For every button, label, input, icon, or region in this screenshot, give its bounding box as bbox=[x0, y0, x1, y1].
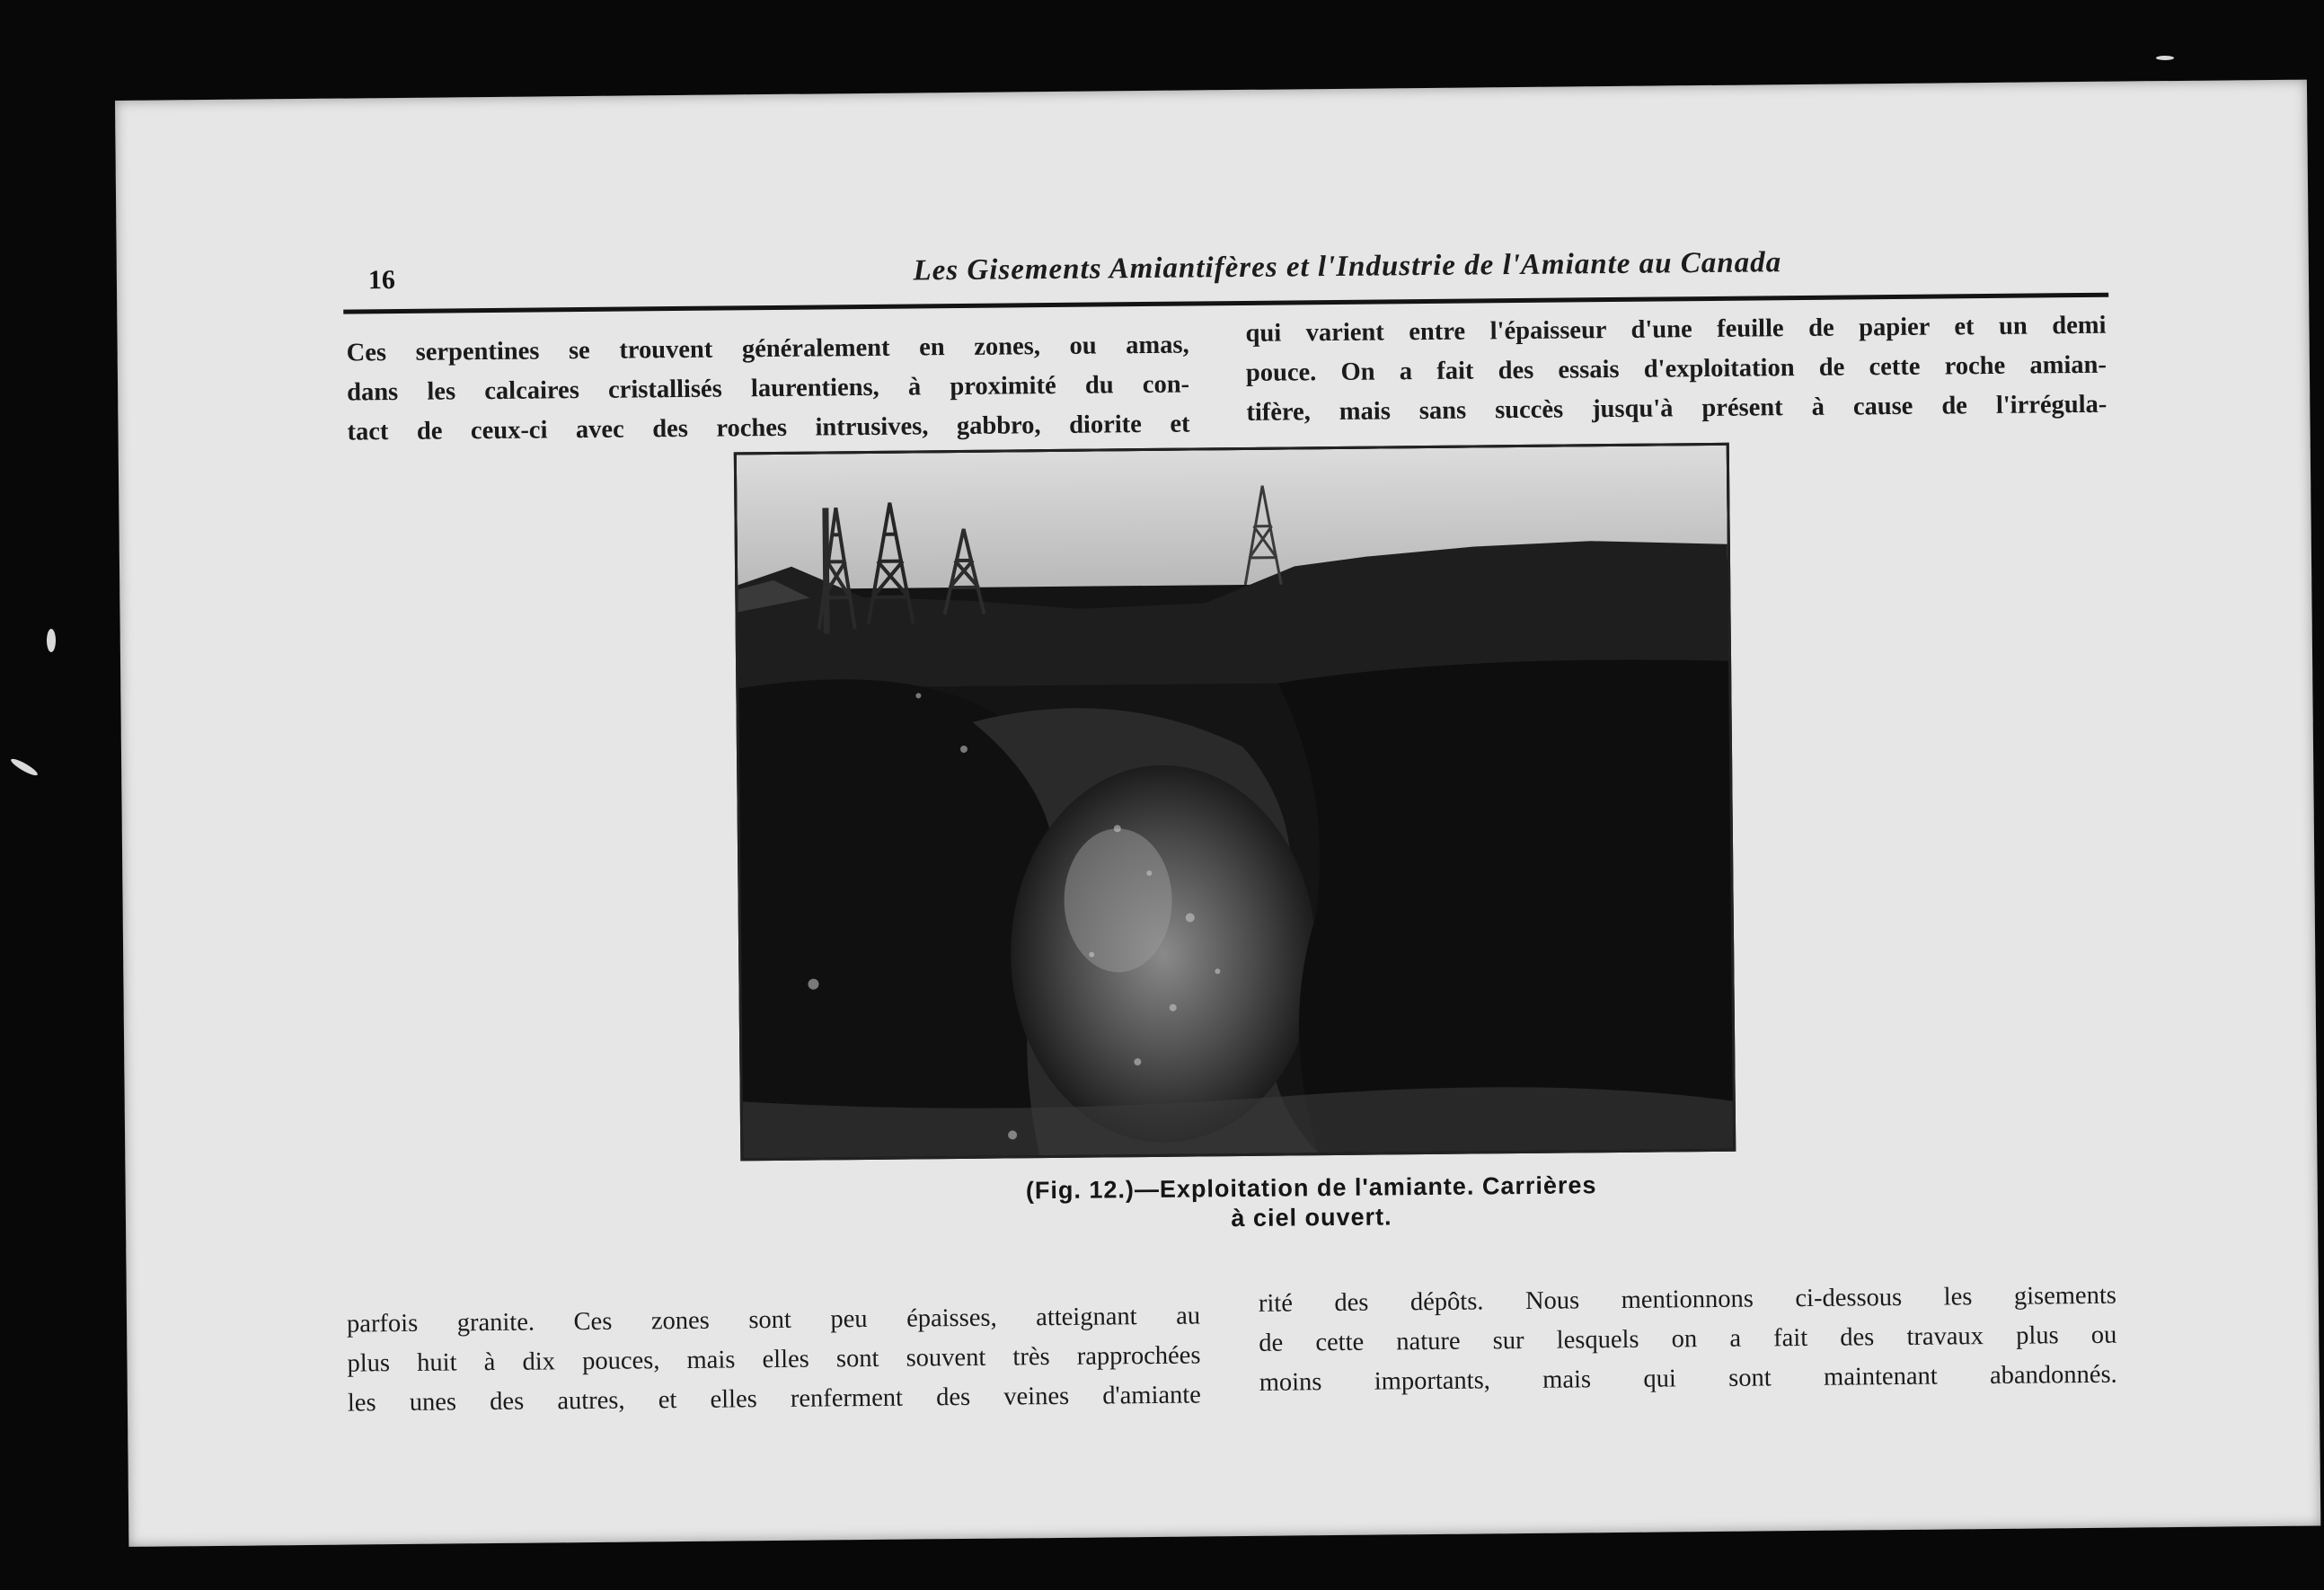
film-speck bbox=[9, 756, 39, 778]
text-line: qui varient entre l'épaisseur d'une feuille de papier et un demi bbox=[1245, 311, 2107, 348]
text-column-top-right bbox=[1245, 306, 2107, 433]
page-number: 16 bbox=[367, 265, 396, 296]
caption-line: à ciel ouvert. bbox=[1231, 1203, 1392, 1232]
text-line: plus huit à dix pouces, mais elles sont souvent très rapprochées bbox=[347, 1341, 1201, 1378]
text-column-bottom-left bbox=[347, 1296, 1201, 1423]
text-line: Ces serpentines se trouvent généralement en zones, ou amas, bbox=[346, 331, 1189, 367]
text-line: tifère, mais sans succès jusqu'à présent à cause de l'irrégula- bbox=[1246, 390, 2108, 427]
film-speck bbox=[2156, 56, 2174, 60]
text-line: de cette nature sur lesquels on a fait des travaux plus ou bbox=[1259, 1321, 2117, 1357]
quarry-photograph bbox=[734, 443, 1736, 1162]
text-line: parfois granite. Ces zones sont peu épaisses, atteignant au bbox=[346, 1302, 1201, 1338]
text-line: moins importants, mais qui sont maintenant abandonnés. bbox=[1259, 1360, 2117, 1397]
text-line: dans les calcaires cristallisés laurentiens, à proximité du con- bbox=[346, 370, 1190, 407]
text-column-bottom-right bbox=[1259, 1276, 2117, 1403]
caption-line: (Fig. 12.)—Exploitation de l'amiante. Carrières bbox=[1025, 1171, 1597, 1205]
text-line: pouce. On a fait des essais d'exploitation de cette roche amian- bbox=[1245, 350, 2108, 387]
running-head: Les Gisements Amiantifères et l'Industrie de l'Amiante au Canada bbox=[913, 246, 1782, 287]
document-page bbox=[115, 80, 2320, 1547]
figure-caption bbox=[862, 1169, 1762, 1237]
film-speck bbox=[47, 629, 56, 652]
text-line: tact de ceux-ci avec des roches intrusives, gabbro, diorite et bbox=[347, 410, 1190, 446]
quarry-photo-illustration bbox=[737, 446, 1733, 1159]
text-column-top-left bbox=[347, 326, 1190, 453]
text-line: les unes des autres, et elles renferment des veines d'amiante bbox=[347, 1381, 1202, 1418]
text-line: rité des dépôts. Nous mentionnons ci-dessous les gisements bbox=[1258, 1281, 2117, 1318]
